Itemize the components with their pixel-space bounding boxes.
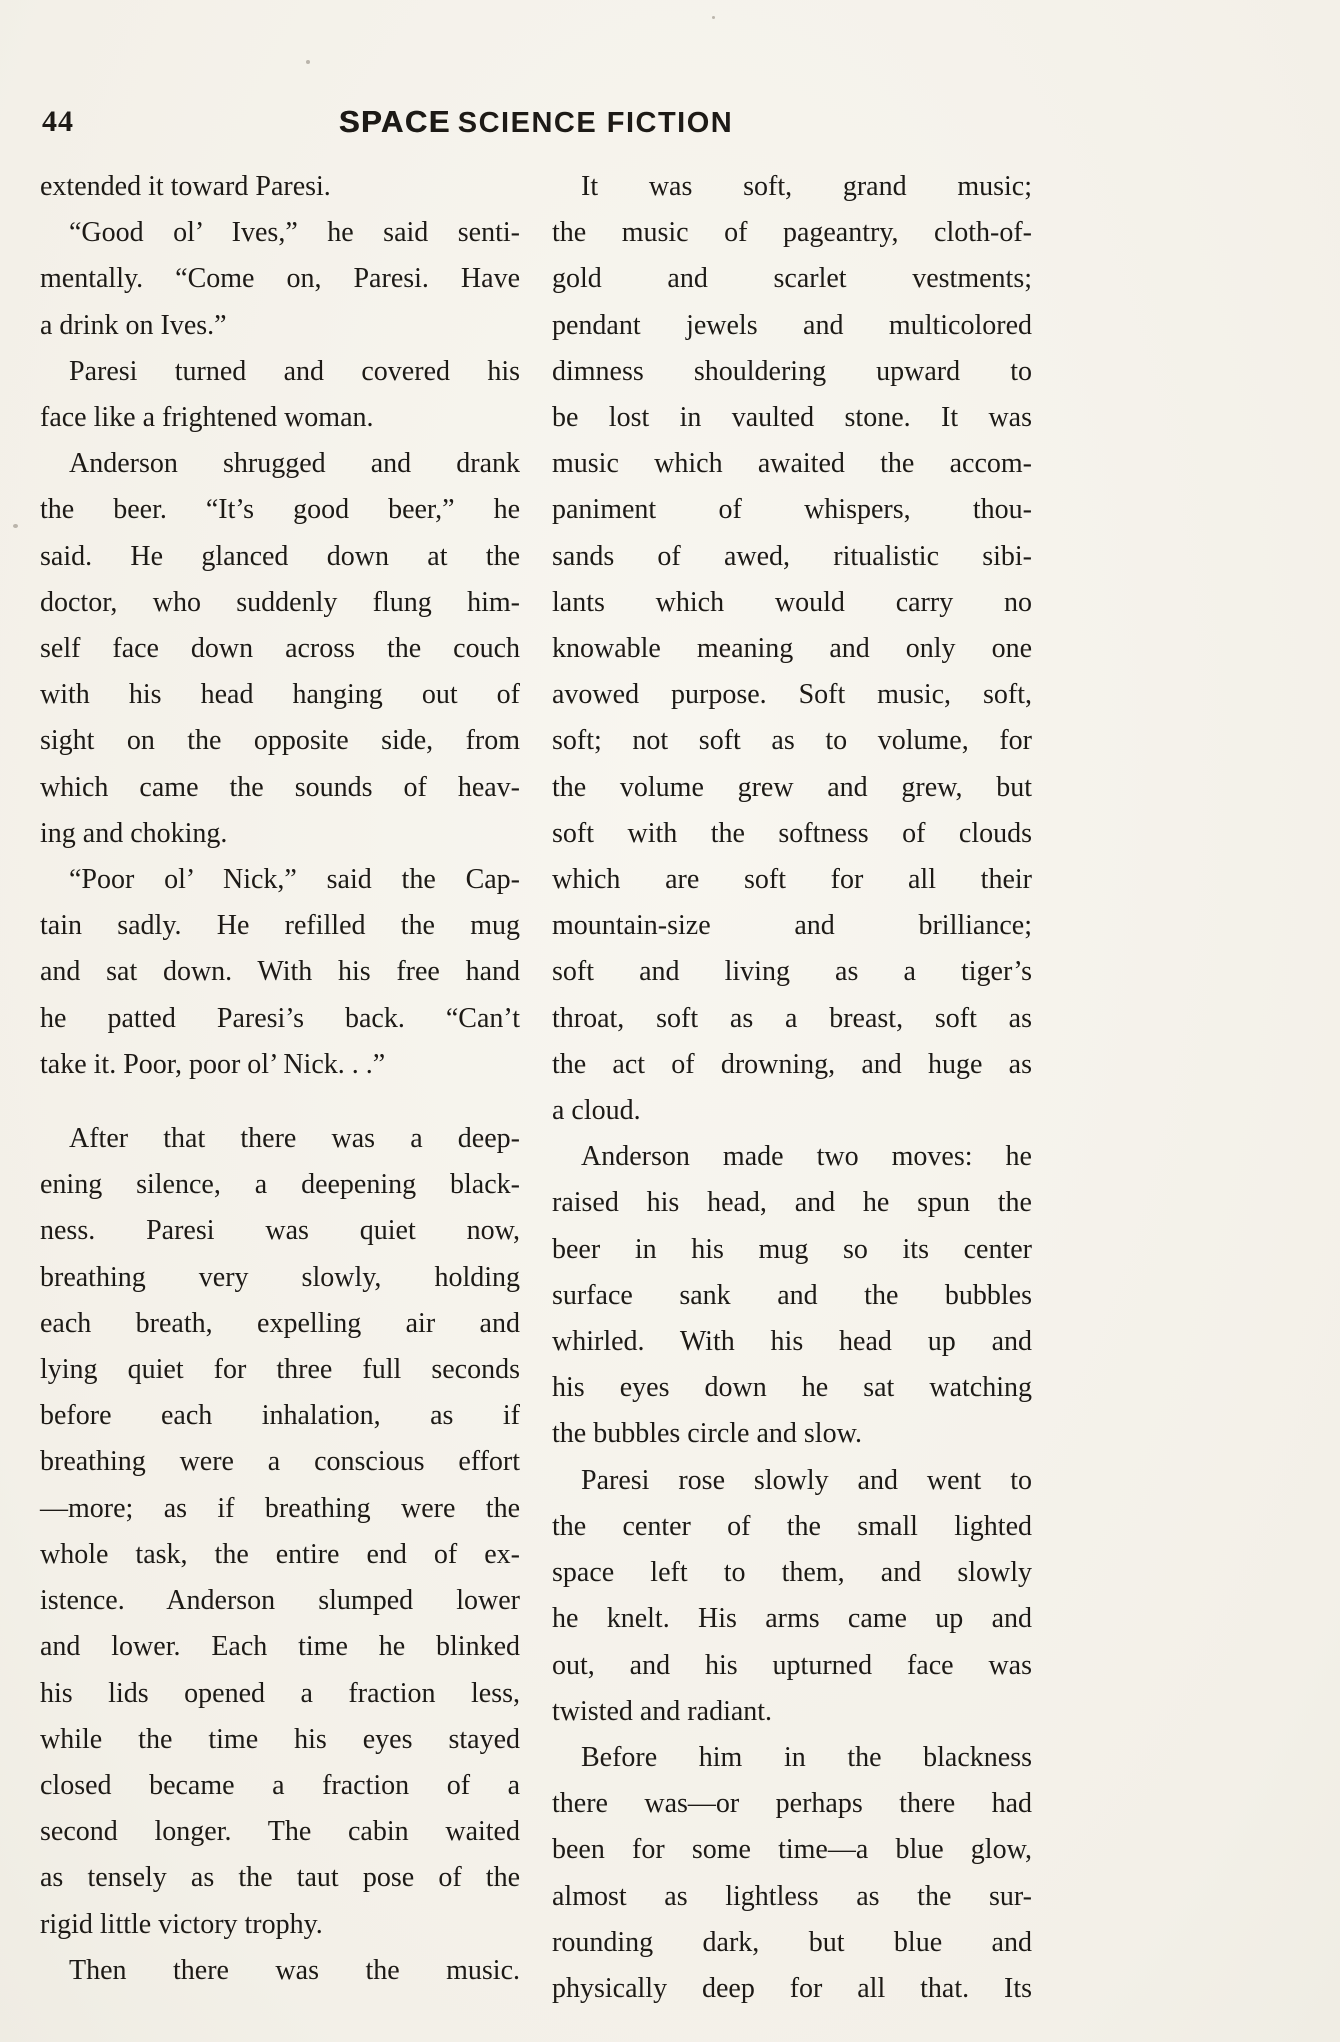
text-line: his eyes down he sat watching xyxy=(552,1372,1032,1404)
text-line: tain sadly. He refilled the mug xyxy=(40,910,520,942)
text-line: gold and scarlet vestments; xyxy=(552,263,1032,295)
text-line: twisted and radiant. xyxy=(552,1695,773,1727)
text-line: physically deep for all that. Its xyxy=(552,1972,1032,2004)
text-line: surface sank and the bubbles xyxy=(552,1279,1032,1311)
text-line: rigid little victory trophy. xyxy=(40,1908,323,1940)
text-line: sands of awed, ritualistic sibi- xyxy=(552,540,1032,572)
text-line: “Poor ol’ Nick,” said the Cap- xyxy=(69,864,520,896)
text-line: the beer. “It’s good beer,” he xyxy=(40,494,520,526)
text-line: Then there was the music. xyxy=(69,1954,520,1986)
text-line: After that there was a deep- xyxy=(69,1123,520,1155)
paragraph xyxy=(40,164,520,210)
page-number: 44 xyxy=(42,105,74,138)
paragraph xyxy=(40,349,520,441)
scan-speck xyxy=(13,524,18,528)
paragraph xyxy=(552,164,1032,1134)
text-line: which came the sounds of heav- xyxy=(40,771,520,803)
text-line: Before him in the blackness xyxy=(581,1741,1032,1773)
text-line: been for some time—a blue glow, xyxy=(552,1834,1032,1866)
text-line: said. He glanced down at the xyxy=(40,540,520,572)
text-line: the bubbles circle and slow. xyxy=(552,1418,862,1450)
text-line: be lost in vaulted stone. It was xyxy=(552,402,1032,434)
text-line: mountain-size and brilliance; xyxy=(552,910,1032,942)
text-line: Paresi rose slowly and went to xyxy=(581,1464,1032,1496)
text-line: whole task, the entire end of ex- xyxy=(40,1538,520,1570)
text-line: lying quiet for three full seconds xyxy=(40,1354,520,1386)
text-line: take it. Poor, poor ol’ Nick. . .” xyxy=(40,1048,386,1080)
text-line: dimness shouldering upward to xyxy=(552,355,1032,387)
paragraph xyxy=(40,441,520,857)
text-line: the music of pageantry, cloth-of- xyxy=(552,217,1032,249)
text-line: raised his head, and he spun the xyxy=(552,1187,1032,1219)
text-line: the center of the small lighted xyxy=(552,1510,1032,1542)
text-line: avowed purpose. Soft music, soft, xyxy=(552,679,1032,711)
text-line: while the time his eyes stayed xyxy=(40,1723,520,1755)
text-line: paniment of whispers, thou- xyxy=(552,494,1032,526)
text-line: Anderson made two moves: he xyxy=(581,1141,1032,1173)
text-line: whirled. With his head up and xyxy=(552,1326,1032,1358)
text-line: the act of drowning, and huge as xyxy=(552,1048,1032,1080)
text-line: which are soft for all their xyxy=(552,864,1032,896)
text-line: istence. Anderson slumped lower xyxy=(40,1585,520,1617)
text-line: the volume grew and grew, but xyxy=(552,771,1032,803)
text-line: self face down across the couch xyxy=(40,633,520,665)
text-line: face like a frightened woman. xyxy=(40,402,374,434)
paragraph xyxy=(40,1116,520,1948)
left-column xyxy=(40,164,520,2012)
paragraph xyxy=(40,210,520,349)
paragraph xyxy=(552,1134,1032,1457)
text-line: breathing very slowly, holding xyxy=(40,1261,520,1293)
text-line: he patted Paresi’s back. “Can’t xyxy=(40,1002,520,1034)
text-line: Paresi turned and covered his xyxy=(69,355,520,387)
text-line: a cloud. xyxy=(552,1095,641,1127)
text-line: music which awaited the accom- xyxy=(552,448,1032,480)
paragraph xyxy=(40,1948,520,1994)
text-line: as tensely as the taut pose of the xyxy=(40,1862,520,1894)
text-line: breathing were a conscious effort xyxy=(40,1446,520,1478)
magazine-title xyxy=(40,102,1032,140)
text-line: his lids opened a fraction less, xyxy=(40,1677,520,1709)
text-line: throat, soft as a breast, soft as xyxy=(552,1002,1032,1034)
text-line: ening silence, a deepening black- xyxy=(40,1169,520,1201)
text-line: pendant jewels and multicolored xyxy=(552,309,1032,341)
text-line: beer in his mug so its center xyxy=(552,1233,1032,1265)
text-line: lants which would carry no xyxy=(552,586,1032,618)
text-line: rounding dark, but blue and xyxy=(552,1926,1032,1958)
text-line: space left to them, and slowly xyxy=(552,1557,1032,1589)
text-line: doctor, who suddenly flung him- xyxy=(40,586,520,618)
text-line: he knelt. His arms came up and xyxy=(552,1603,1032,1635)
scan-speck xyxy=(306,60,310,64)
text-line: a drink on Ives.” xyxy=(40,309,227,341)
text-line: sight on the opposite side, from xyxy=(40,725,520,757)
text-line: there was—or perhaps there had xyxy=(552,1788,1032,1820)
text-line: extended it toward Paresi. xyxy=(40,171,331,202)
text-line: ing and choking. xyxy=(40,817,228,849)
scan-speck xyxy=(712,16,715,19)
text-line: knowable meaning and only one xyxy=(552,633,1032,665)
right-column xyxy=(552,164,1032,2012)
text-line: mentally. “Come on, Paresi. Have xyxy=(40,263,520,295)
text-line: second longer. The cabin waited xyxy=(40,1816,520,1848)
text-line: ness. Paresi was quiet now, xyxy=(40,1215,520,1247)
magazine-title-bold: SPACE xyxy=(338,104,451,139)
text-line: Anderson shrugged and drank xyxy=(69,448,520,480)
text-line: —more; as if breathing were the xyxy=(40,1492,520,1524)
text-line: before each inhalation, as if xyxy=(40,1400,520,1432)
text-line: with his head hanging out of xyxy=(40,679,520,711)
text-line: each breath, expelling air and xyxy=(40,1307,520,1339)
page-header xyxy=(40,102,1032,146)
text-line: and lower. Each time he blinked xyxy=(40,1631,520,1663)
text-line: closed became a fraction of a xyxy=(40,1769,520,1801)
text-line: soft with the softness of clouds xyxy=(552,817,1032,849)
text-columns xyxy=(40,164,1032,2012)
text-line: out, and his upturned face was xyxy=(552,1649,1032,1681)
text-line: “Good ol’ Ives,” he said senti- xyxy=(69,217,520,249)
paragraph xyxy=(552,1735,1032,2012)
magazine-title-rest: SCIENCE FICTION xyxy=(457,107,734,139)
text-line: almost as lightless as the sur- xyxy=(552,1880,1032,1912)
text-line: It was soft, grand music; xyxy=(581,171,1032,202)
paragraph xyxy=(40,857,520,1088)
text-line: soft; not soft as to volume, for xyxy=(552,725,1032,757)
text-line: soft and living as a tiger’s xyxy=(552,956,1032,988)
paragraph xyxy=(552,1458,1032,1735)
text-line: and sat down. With his free hand xyxy=(40,956,520,988)
